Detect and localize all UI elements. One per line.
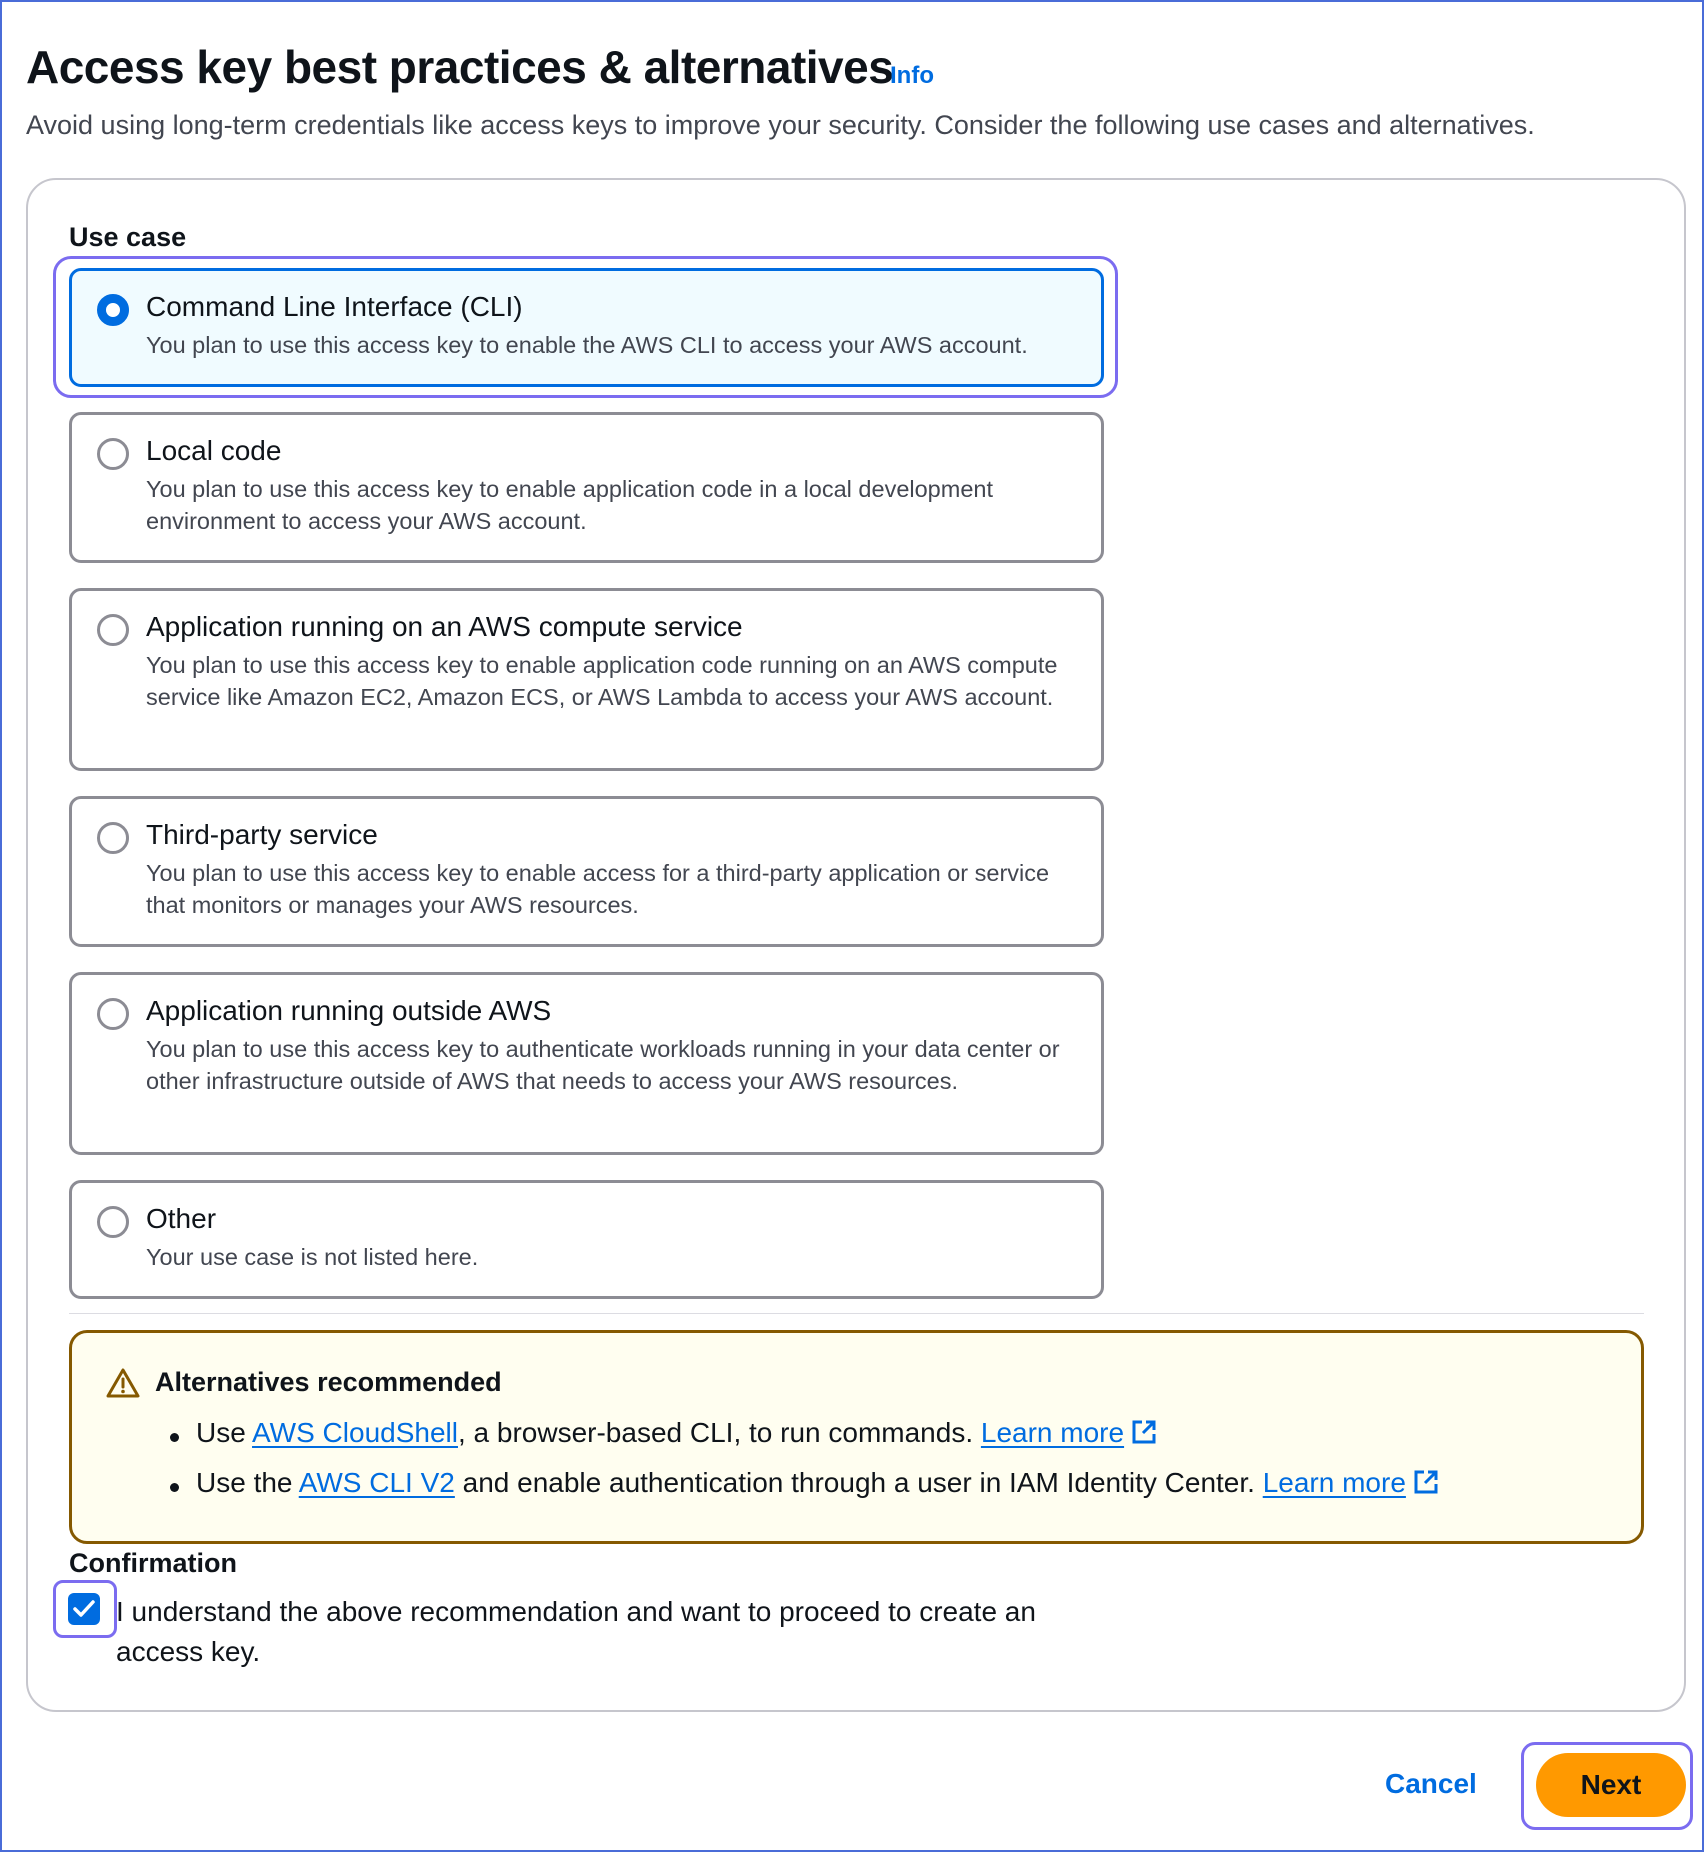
alert-item-cloudshell [196, 1417, 1158, 1449]
checkmark-icon [72, 1598, 96, 1620]
warning-icon [106, 1367, 140, 1399]
option-title: Application running on an AWS compute service [146, 611, 743, 642]
radio-icon[interactable] [97, 438, 129, 470]
use-case-option-aws-compute[interactable] [69, 588, 1104, 771]
confirmation-text[interactable]: I understand the above recommendation and want to proceed to create an access key. [116, 1596, 1036, 1667]
option-title: Other [146, 1203, 217, 1234]
external-link-icon[interactable] [1130, 1418, 1158, 1446]
radio-selected-icon[interactable] [97, 294, 129, 326]
page-title: Access key best practices & alternatives [26, 41, 894, 93]
confirmation-checkbox[interactable] [68, 1593, 100, 1625]
option-description: You plan to use this access key to authenticate workloads running in your data center or other infrastructure outside of AWS that needs to access your AWS resources. [146, 1036, 1060, 1094]
bullet [170, 1433, 179, 1442]
divider [69, 1313, 1644, 1314]
page-description: Avoid using long-term credentials like access keys to improve your security. Consider the following use cases and alternatives. [26, 110, 1535, 140]
radio-icon[interactable] [97, 822, 129, 854]
option-description: You plan to use this access key to enable access for a third-party application or service that monitors or manages your AWS resources. [146, 860, 1050, 918]
external-link-icon[interactable] [1412, 1468, 1440, 1496]
alert-item-text: Use the [196, 1467, 299, 1498]
alternatives-alert [69, 1330, 1644, 1544]
option-description: You plan to use this access key to enable the AWS CLI to access your AWS account. [146, 332, 1028, 358]
aws-cli-v2-link[interactable]: AWS CLI V2 [298, 1467, 455, 1498]
use-case-option-third-party[interactable] [69, 796, 1104, 947]
bullet [170, 1483, 179, 1492]
use-case-option-other[interactable] [69, 1180, 1104, 1299]
radio-icon[interactable] [97, 1206, 129, 1238]
radio-icon[interactable] [97, 998, 129, 1030]
alert-title: Alternatives recommended [155, 1367, 502, 1397]
alert-item-text: , a browser-based CLI, to run commands. [457, 1417, 981, 1448]
learn-more-link[interactable]: Learn more [980, 1417, 1125, 1448]
alert-item-cli-v2 [196, 1467, 1440, 1499]
option-title: Application running outside AWS [146, 995, 552, 1026]
info-link[interactable]: Info [890, 62, 934, 89]
next-button[interactable]: Next [1536, 1753, 1686, 1817]
aws-cloudshell-link[interactable]: AWS CloudShell [252, 1417, 458, 1448]
option-description: You plan to use this access key to enable application code running on an AWS compute service like Amazon EC2, Amazon ECS, or AWS Lambda to access your AWS account. [146, 652, 1058, 710]
radio-icon[interactable] [97, 614, 129, 646]
use-case-label: Use case [69, 222, 187, 252]
use-case-option-cli[interactable] [69, 268, 1104, 387]
use-case-option-local-code[interactable] [69, 412, 1104, 563]
option-description: You plan to use this access key to enable application code in a local development environment to access your AWS account. [146, 476, 993, 534]
alert-item-text: and enable authentication through a user in IAM Identity Center. [454, 1467, 1263, 1498]
option-title: Command Line Interface (CLI) [146, 291, 523, 322]
alert-item-text: Use [196, 1417, 253, 1448]
option-title: Third-party service [146, 819, 378, 850]
option-title: Local code [146, 435, 282, 466]
confirmation-label: Confirmation [69, 1548, 237, 1578]
option-description: Your use case is not listed here. [146, 1244, 479, 1270]
cancel-button[interactable]: Cancel [1385, 1768, 1477, 1799]
learn-more-link[interactable]: Learn more [1262, 1467, 1406, 1498]
use-case-option-outside-aws[interactable] [69, 972, 1104, 1155]
